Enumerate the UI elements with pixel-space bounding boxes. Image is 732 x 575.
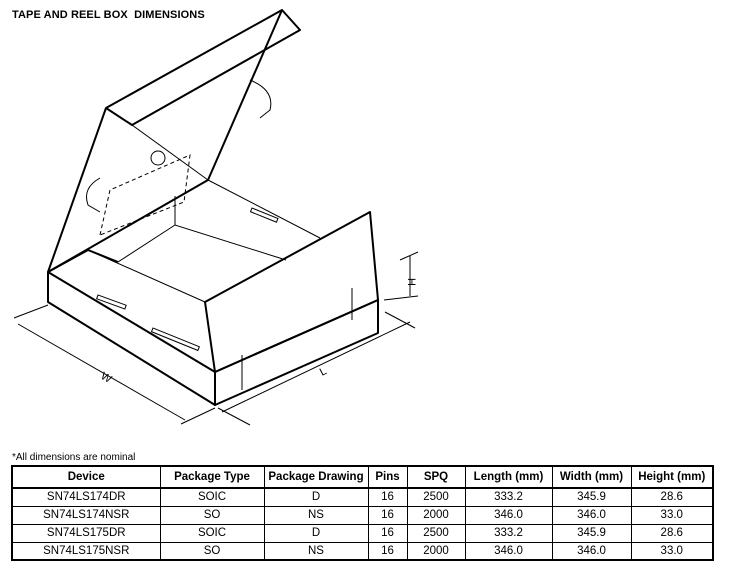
box-front-right-face bbox=[215, 300, 378, 405]
cell-length: 333.2 bbox=[465, 524, 552, 542]
width-label: W bbox=[98, 370, 114, 386]
height-label: H bbox=[405, 278, 417, 286]
side-ear-flap bbox=[87, 178, 101, 212]
cell-pins: 16 bbox=[368, 542, 407, 560]
box-slot-3 bbox=[251, 208, 278, 222]
dimensions-table bbox=[11, 465, 714, 561]
cell-package-type: SOIC bbox=[160, 524, 264, 542]
nominal-note: *All dimensions are nominal bbox=[12, 452, 136, 463]
table-row bbox=[12, 488, 713, 506]
lid-window-dashed bbox=[100, 155, 190, 235]
cell-package-type: SO bbox=[160, 506, 264, 524]
cell-pins: 16 bbox=[368, 524, 407, 542]
cell-spq: 2000 bbox=[407, 506, 465, 524]
box-slot-1 bbox=[97, 295, 127, 309]
cell-height: 28.6 bbox=[631, 488, 713, 506]
col-pins: Pins bbox=[368, 466, 407, 488]
cell-package-drawing: NS bbox=[264, 542, 368, 560]
box-lid bbox=[48, 10, 282, 272]
cell-package-drawing: D bbox=[264, 488, 368, 506]
cell-width: 346.0 bbox=[552, 506, 631, 524]
cell-pins: 16 bbox=[368, 506, 407, 524]
tray-front-edge bbox=[88, 250, 205, 302]
cell-package-type: SOIC bbox=[160, 488, 264, 506]
cell-device: SN74LS175NSR bbox=[12, 542, 160, 560]
cell-height: 33.0 bbox=[631, 542, 713, 560]
col-width: Width (mm) bbox=[552, 466, 631, 488]
cell-package-drawing: NS bbox=[264, 506, 368, 524]
cell-spq: 2500 bbox=[407, 488, 465, 506]
table-row bbox=[12, 524, 713, 542]
cell-width: 346.0 bbox=[552, 542, 631, 560]
cell-length: 346.0 bbox=[465, 542, 552, 560]
cell-height: 28.6 bbox=[631, 524, 713, 542]
cell-package-type: SO bbox=[160, 542, 264, 560]
lid-hole bbox=[151, 151, 165, 165]
lid-inner-edge bbox=[132, 125, 208, 180]
lid-ear-flap bbox=[250, 80, 271, 118]
page-title: TAPE AND REEL BOX DIMENSIONS bbox=[12, 9, 205, 21]
tray-back-edge bbox=[208, 180, 320, 238]
tray-inner-edge bbox=[118, 225, 286, 262]
col-height: Height (mm) bbox=[631, 466, 713, 488]
table-header-row bbox=[12, 466, 713, 488]
cell-width: 345.9 bbox=[552, 524, 631, 542]
col-device: Device bbox=[12, 466, 160, 488]
length-label: L bbox=[317, 365, 329, 379]
col-spq: SPQ bbox=[407, 466, 465, 488]
table-row bbox=[12, 542, 713, 560]
col-length: Length (mm) bbox=[465, 466, 552, 488]
cell-device: SN74LS175DR bbox=[12, 524, 160, 542]
box-left-lip bbox=[48, 250, 118, 272]
cell-device: SN74LS174DR bbox=[12, 488, 160, 506]
col-package-drawing: Package Drawing bbox=[264, 466, 368, 488]
cell-spq: 2000 bbox=[407, 542, 465, 560]
cell-package-drawing: D bbox=[264, 524, 368, 542]
box-front-left-face bbox=[48, 272, 215, 405]
col-package-type: Package Type bbox=[160, 466, 264, 488]
cell-height: 33.0 bbox=[631, 506, 713, 524]
cell-width: 345.9 bbox=[552, 488, 631, 506]
table-row bbox=[12, 506, 713, 524]
cell-spq: 2500 bbox=[407, 524, 465, 542]
cell-length: 346.0 bbox=[465, 506, 552, 524]
length-dimension-line bbox=[222, 322, 410, 412]
cell-length: 333.2 bbox=[465, 488, 552, 506]
cell-device: SN74LS174NSR bbox=[12, 506, 160, 524]
cell-pins: 16 bbox=[368, 488, 407, 506]
